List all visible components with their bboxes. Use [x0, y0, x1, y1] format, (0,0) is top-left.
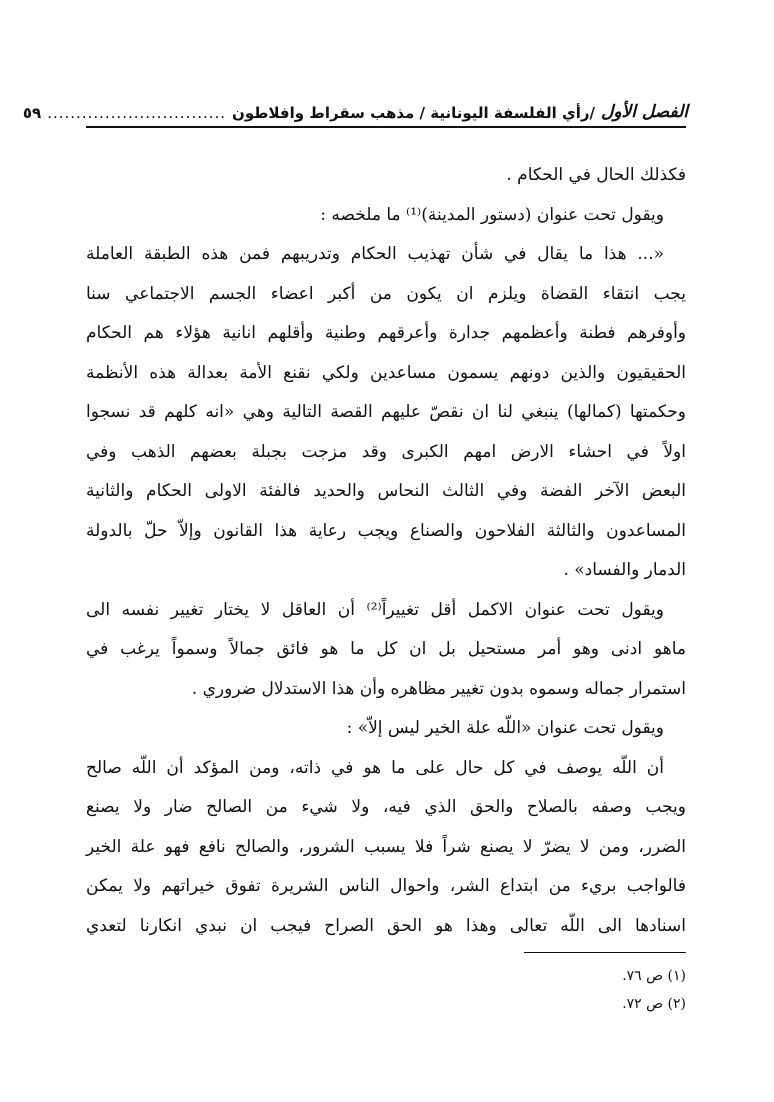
body-line: فكذلك الحال في الحكام . — [506, 165, 686, 185]
body-line: ويقول تحت عنوان «اللّه علة الخير ليس إلاّ» : — [346, 718, 664, 738]
body-line: استمرار جماله وسموه بدون تغيير مظاهره وأن هذا الاستدلال ضروري . — [191, 678, 686, 699]
body-line: ويقول تحت عنوان (دستور المدينة)⁽¹⁾ ما ملخصه : — [320, 204, 664, 225]
footnote: (١) ص ٧٦. — [622, 968, 686, 984]
body-line: وحكمتها (كمالها) ينبغي لنا ان نقصّ عليهم القصة التالية وهي «انه كلهم قد نسجوا — [86, 402, 686, 422]
body-line: ماهو ادنى وهو أمر مستحيل بل ان كل ما هو فائق جمالاً وسمواً يرغب في — [86, 639, 686, 659]
body-line: ويقول تحت عنوان الاكمل أقل تغييراً⁽²⁾ أن العاقل لا يختار تغيير نفسه الى — [86, 599, 665, 620]
body-line: يجب انتقاء القضاة ويلزم ان يكون من أكبر اعضاء الجسم الاجتماعي سنا — [86, 283, 686, 304]
footnote: (٢) ص ٧٢. — [622, 996, 686, 1012]
header-leader-dots: ............................... — [47, 104, 227, 122]
body-line: البعض الآخر الفضة وفي الثالث النحاس والحديد فالفئة الاولى الحكام والثانية — [86, 481, 686, 501]
body-line: ويجب وصفه بالصلاح والحق الذي فيه، ولا شيء من الصالح ضار ولا يصنع — [86, 797, 686, 817]
body-text — [86, 156, 686, 946]
body-line: الدمار والفساد» . — [563, 560, 686, 580]
body-line: اولاً في احشاء الارض امهم الكبرى وقد مزجت بجبلة بعضهم الذهب وفي — [86, 441, 686, 462]
body-line: الحقيقيون والذين دونهم يسمون مساعدين ولكي نقنع الأمة بعدالة هذه الأنظمة — [86, 362, 686, 383]
header-title: /رأي الفلسفة اليونانية / مذهب سقراط وافلاطون — [232, 104, 595, 122]
body-line: المساعدون والثالثة الفلاحون والصناع ويجب رعاية هذا القانون وإلاّ حلّ بالدولة — [86, 520, 686, 541]
body-line: وأوفرهم فطنة وأعظمهم جدارة وأعرقهم وطنية وأقلهم انانية هؤلاء هم الحكام — [86, 323, 686, 343]
body-line: الضرر، ومن لا يضرّ لا يصنع شراً فلا يسبب الشرور، والصالح نافع فهو علة الخير — [86, 836, 686, 857]
body-line: أن اللّه يوصف في كل حال على ما هو في ذاته، ومن المؤكد أن اللّه صالح — [86, 757, 664, 778]
footnotes — [386, 962, 686, 1018]
header-rule — [86, 126, 686, 128]
chapter-label: الفصل الأول — [600, 102, 688, 122]
page-number: ٥٩ — [22, 104, 42, 122]
body-line: فالواجب بريء من ابتداع الشر، واحوال الناس الشريرة تفوق خيراتهم ولا يمكن — [86, 876, 686, 896]
body-line: «... هذا ما يقال في شأن تهذيب الحكام وتدريبهم فمن هذه الطبقة العاملة — [86, 244, 664, 264]
footnote-rule — [524, 952, 686, 953]
running-header — [22, 92, 688, 122]
body-line: اسنادها الى اللّه تعالى وهذا هو الحق الصراح فيجب ان نبدي انكارنا لتعدي — [86, 915, 686, 936]
